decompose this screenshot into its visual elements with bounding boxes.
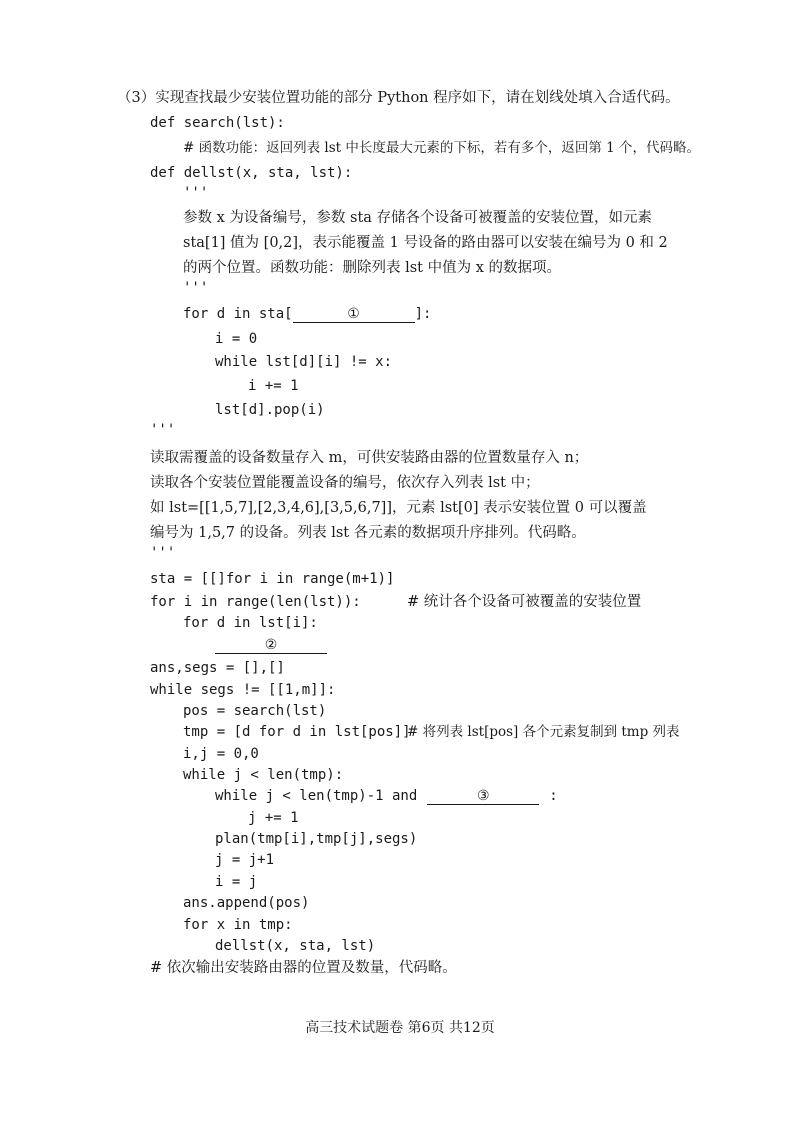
code-text: while j < len(tmp)-1 and: [215, 788, 418, 804]
docstring-text: 参数 x 为设备编号，参数 sta 存储各个设备可被覆盖的安装位置，如元素: [183, 210, 653, 226]
code-line: for x in tmp:: [183, 917, 293, 933]
docstring-text: 的两个位置。函数功能：删除列表 lst 中值为 x 的数据项。: [183, 260, 562, 276]
code-line: pos = search(lst): [183, 703, 327, 719]
code-comment: # 函数功能：返回列表 lst 中长度最大元素的下标，若有多个，返回第 1 个，代码略。: [183, 140, 701, 156]
docstring-quote: ''': [183, 280, 209, 296]
code-line: while j < len(tmp):: [183, 767, 344, 783]
code-comment: # 依次输出安装路由器的位置及数量，代码略。: [150, 960, 457, 976]
code-text: ]:: [414, 306, 432, 322]
code-text: :: [549, 788, 558, 804]
code-line: lst[d].pop(i): [215, 402, 325, 418]
code-line: i = 0: [215, 331, 258, 347]
code-line: ans,segs = [],[]: [150, 660, 285, 676]
code-line: j = j+1: [215, 852, 275, 868]
code-line: dellst(x, sta, lst): [215, 938, 376, 954]
page-footer: 高三技术试题卷 第6页 共12页: [305, 1020, 495, 1036]
blank-3[interactable]: ③: [427, 786, 539, 805]
code-line: tmp = [d for d in lst[pos]]: [183, 724, 411, 740]
docstring-text: 编号为 1,5,7 的设备。列表 lst 各元素的数据项升序排列。代码略。: [150, 525, 586, 541]
code-line: for d in lst[i]:: [183, 615, 318, 631]
docstring-quote: ''': [183, 185, 209, 201]
code-line: i,j = 0,0: [183, 746, 259, 762]
code-line: ans.append(pos): [183, 895, 310, 911]
blank-2[interactable]: ②: [215, 635, 327, 654]
code-line: for i in range(len(lst)):: [150, 594, 361, 610]
code-comment: # 统计各个设备可被覆盖的安装位置: [407, 594, 642, 610]
code-text: for d in sta[: [183, 306, 293, 322]
code-line: j += 1: [248, 810, 299, 826]
docstring-text: 如 lst=[[1,5,7],[2,3,4,6],[3,5,6,7]]，元素 lst[0] 表示安装位置 0 可以覆盖: [150, 500, 647, 516]
docstring-text: sta[1] 值为 [0,2]，表示能覆盖 1 号设备的路由器可以安装在编号为 0 和 2: [183, 235, 668, 251]
blank-1[interactable]: ①: [293, 304, 415, 323]
code-line: i = j: [215, 874, 258, 890]
question-intro: （3）实现查找最少安装位置功能的部分 Python 程序如下，请在划线处填入合适代码。: [117, 90, 680, 106]
code-line: while segs != [[1,m]]:: [150, 682, 336, 698]
code-line-with-blank-1: [183, 304, 431, 324]
code-line: while lst[d][i] != x:: [215, 354, 393, 370]
code-line-with-blank-3: [215, 786, 558, 806]
code-line: sta = [[]for i in range(m+1)]: [150, 571, 395, 587]
code-line: def search(lst):: [150, 115, 285, 131]
code-line-with-blank-2: [215, 635, 327, 655]
code-line: plan(tmp[i],tmp[j],segs): [215, 831, 418, 847]
code-line: i += 1: [248, 378, 299, 394]
code-comment: # 将列表 lst[pos] 各个元素复制到 tmp 列表: [407, 724, 680, 740]
docstring-quote: ''': [150, 422, 176, 438]
docstring-text: 读取各个安装位置能覆盖设备的编号，依次存入列表 lst 中；: [150, 475, 540, 491]
docstring-text: 读取需覆盖的设备数量存入 m，可供安装路由器的位置数量存入 n；: [150, 450, 589, 466]
docstring-quote: ''': [150, 545, 176, 561]
code-line: def dellst(x, sta, lst):: [150, 165, 353, 181]
